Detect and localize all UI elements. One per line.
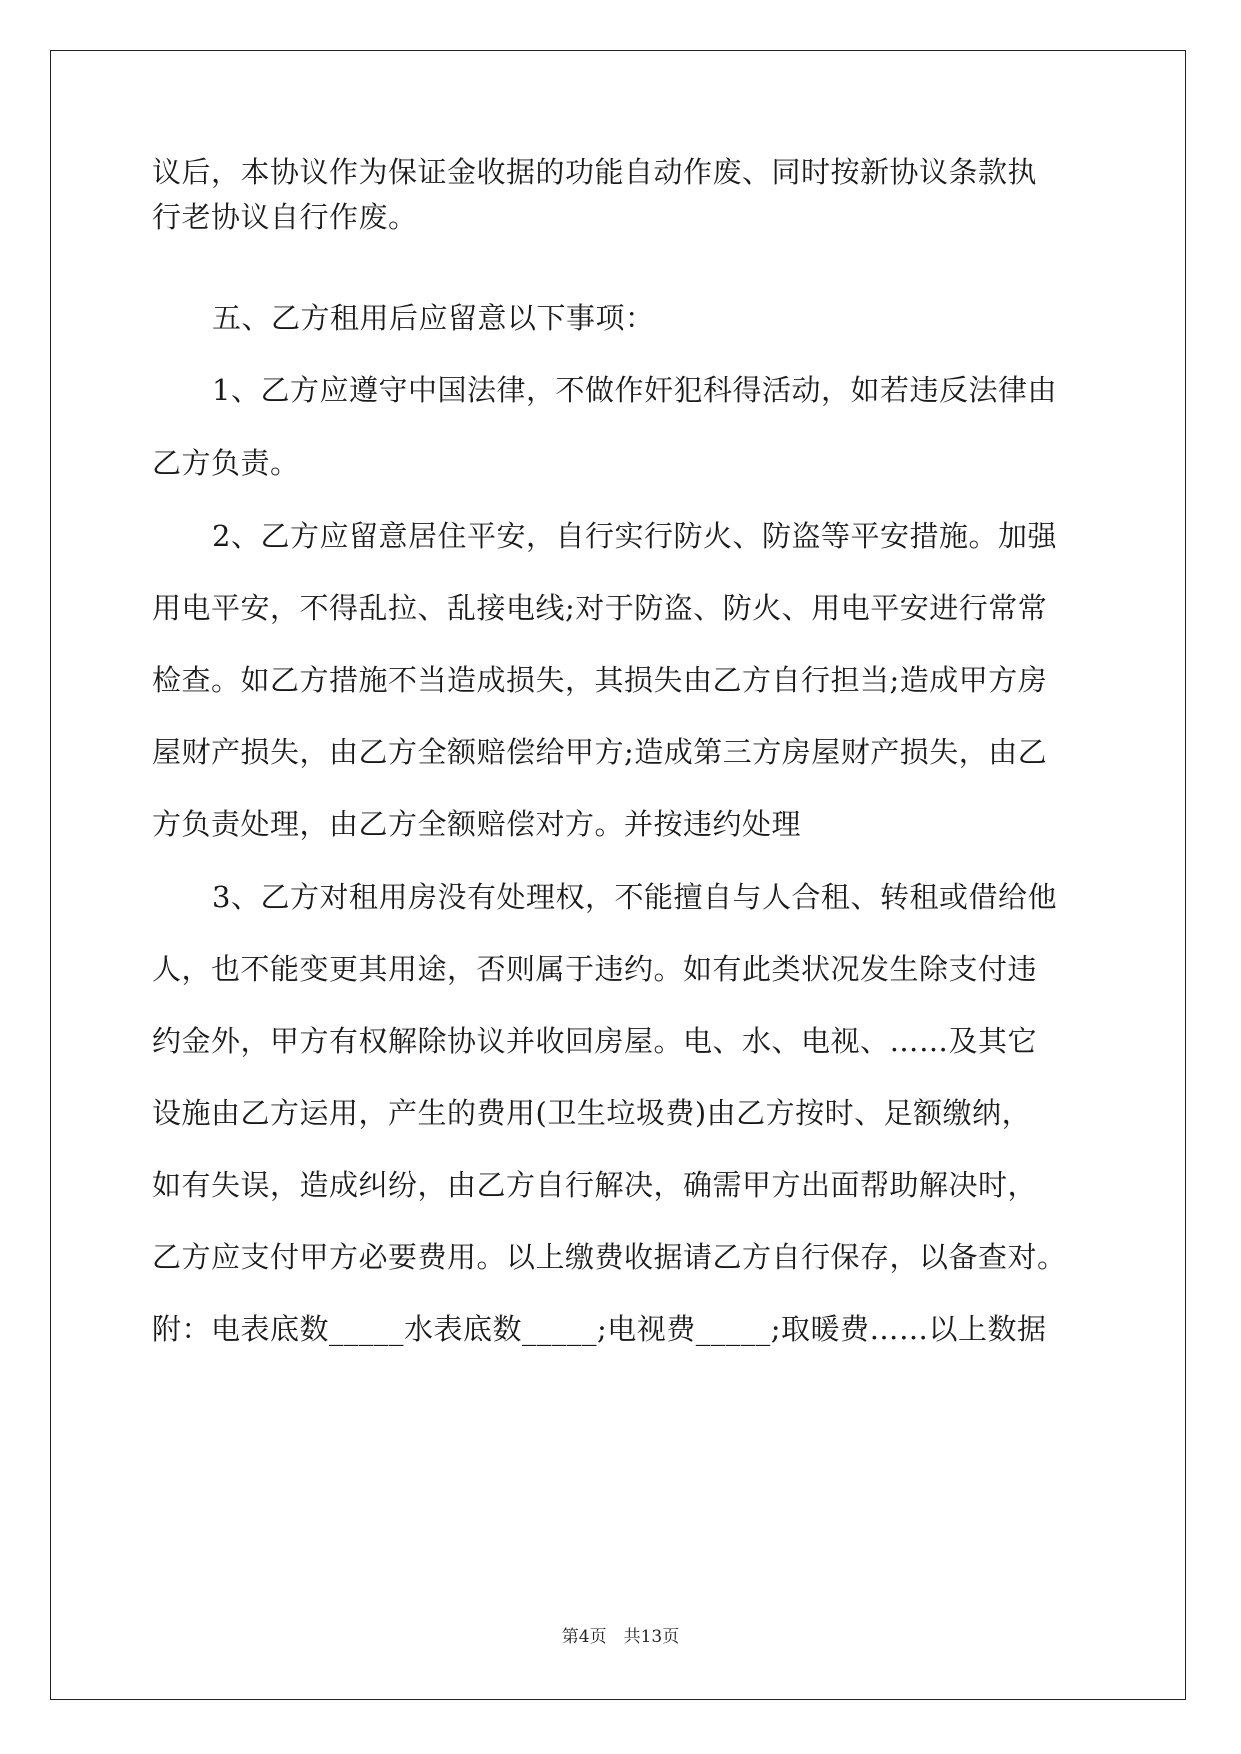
page-number: 第4页 共13页: [561, 1627, 680, 1647]
section-heading: 五、乙方租用后应留意以下事项：: [212, 301, 655, 335]
text-line: 屋财产损失，由乙方全额赔偿给甲方;造成第三方房屋财产损失，由乙: [152, 735, 1048, 769]
text-line: 议后，本协议作为保证金收据的功能自动作废、同时按新协议条款执: [152, 155, 1038, 189]
text-line: 检查。如乙方措施不当造成损失，其损失由乙方自行担当;造成甲方房: [152, 663, 1048, 697]
text-line: 乙方应支付甲方必要费用。以上缴费收据请乙方自行保存，以备查对。: [152, 1240, 1067, 1274]
text-line: 乙方负责。: [152, 446, 300, 480]
text-line: 人，也不能变更其用途，否则属于违约。如有此类状况发生除支付违: [152, 952, 1038, 986]
text-line: 设施由乙方运用，产生的费用(卫生垃圾费)由乙方按时、足额缴纳，: [152, 1096, 1032, 1130]
text-line: 附：电表底数_____水表底数_____;电视费_____;取暖费……以上数据: [152, 1312, 1047, 1346]
text-line: 2、乙方应留意居住平安，自行实行防火、防盗等平安措施。加强: [212, 519, 1057, 553]
text-line: 1、乙方应遵守中国法律，不做作奸犯科得活动，如若违反法律由: [212, 373, 1057, 407]
text-line: 如有失误，造成纠纷，由乙方自行解决，确需甲方出面帮助解决时，: [152, 1168, 1038, 1202]
text-line: 3、乙方对租用房没有处理权，不能擅自与人合租、转租或借给他: [212, 880, 1057, 914]
text-line: 行老协议自行作废。: [152, 200, 418, 234]
text-line: 约金外，甲方有权解除协议并收回房屋。电、水、电视、……及其它: [152, 1024, 1038, 1058]
text-line: 用电平安，不得乱拉、乱接电线;对于防盗、防火、用电平安进行常常: [152, 591, 1048, 625]
text-line: 方负责处理，由乙方全额赔偿对方。并按违约处理: [152, 807, 802, 841]
